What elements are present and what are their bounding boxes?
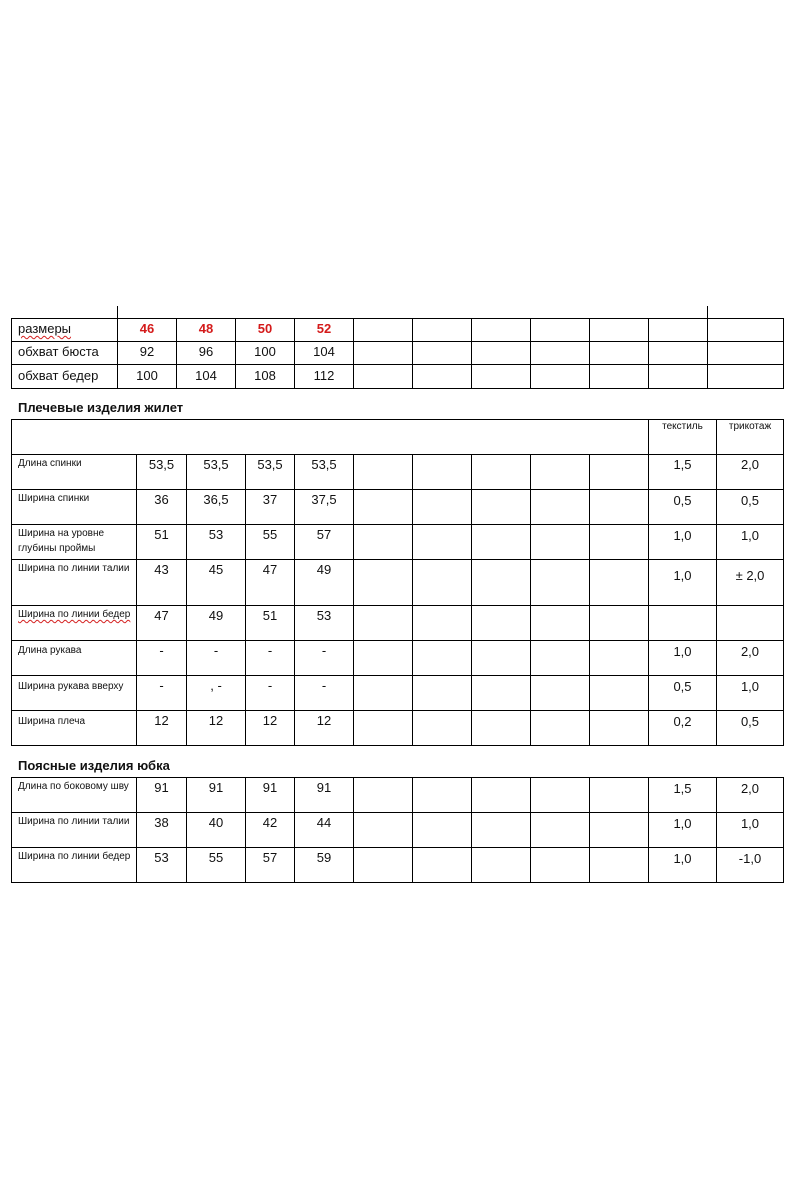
hips-46: 100 <box>136 368 158 383</box>
vest-value: 36,5 <box>203 492 229 507</box>
vest-value: 55 <box>262 527 278 542</box>
skirt-value: 91 <box>316 780 332 795</box>
vest-value: 53,5 <box>148 457 175 472</box>
size-46: 46 <box>139 321 155 336</box>
skirt-section-title: Поясные изделия юбка <box>18 758 170 773</box>
skirt-tol-knit: 1,0 <box>740 816 760 831</box>
vest-value: , - <box>210 678 222 693</box>
vest-value: - <box>213 643 219 658</box>
vest-value: 53,5 <box>311 457 337 472</box>
row-label-hips: обхват бедер <box>18 368 99 383</box>
vest-tol-knit: 0,5 <box>740 714 760 729</box>
vest-row-label: Ширина спинки <box>18 493 90 504</box>
skirt-value: 53 <box>154 850 169 865</box>
skirt-row-label: Ширина по линии бедер <box>18 851 131 862</box>
vest-value: 49 <box>208 608 224 623</box>
vest-row-label: Ширина плеча <box>18 716 86 727</box>
vest-value: 53 <box>316 608 332 623</box>
skirt-value: 91 <box>208 780 224 795</box>
vest-value: 45 <box>208 562 224 577</box>
vest-value: 51 <box>262 608 278 623</box>
vest-row-label: Длина рукава <box>18 645 82 656</box>
vest-value: 53,5 <box>203 457 229 472</box>
skirt-value: 42 <box>262 815 278 830</box>
vest-value: - <box>159 643 164 658</box>
hips-50: 108 <box>254 368 276 383</box>
skirt-row-label: Ширина по линии талии <box>18 816 130 827</box>
vest-value: - <box>321 643 327 658</box>
skirt-tol-textile: 1,0 <box>673 851 692 866</box>
skirt-value: 59 <box>316 850 332 865</box>
vest-value: 37 <box>262 492 278 507</box>
skirt-tol-textile: 1,5 <box>673 781 692 796</box>
row-label-sizes: размеры <box>18 321 72 336</box>
size-50: 50 <box>257 321 273 336</box>
hips-48: 104 <box>195 368 217 383</box>
vest-tol-textile: 0,5 <box>673 679 692 694</box>
skirt-value: 91 <box>154 780 169 795</box>
vest-value: 43 <box>154 562 169 577</box>
vest-tol-knit: 2,0 <box>740 644 760 659</box>
vest-row-label: Ширина на уровне глубины проймы <box>18 528 105 554</box>
vest-section-title: Плечевые изделия жилет <box>18 400 184 415</box>
vest-tol-textile: 1,0 <box>673 644 692 659</box>
vest-value: 57 <box>316 527 332 542</box>
bust-48: 96 <box>198 344 214 359</box>
bust-52: 104 <box>313 344 335 359</box>
vest-tol-knit: 1,0 <box>740 528 760 543</box>
vest-tol-knit: ± 2,0 <box>735 568 765 583</box>
skirt-value: 44 <box>316 815 332 830</box>
skirt-tol-textile: 1,0 <box>673 816 692 831</box>
vest-value: 47 <box>154 608 169 623</box>
vest-tol-textile: 0,2 <box>673 714 692 729</box>
vest-value: - <box>159 678 164 693</box>
vest-value: 47 <box>262 562 278 577</box>
bust-50: 100 <box>254 344 276 359</box>
size-48: 48 <box>198 321 214 336</box>
vest-value: 12 <box>154 713 169 728</box>
vest-value: 53,5 <box>257 457 283 472</box>
skirt-row-label: Длина по боковому шву <box>18 781 129 792</box>
vest-tol-textile: 1,5 <box>673 457 692 472</box>
vest-tol-textile: 1,0 <box>673 528 692 543</box>
bust-46: 92 <box>139 344 155 359</box>
vest-value: 51 <box>154 527 169 542</box>
vest-value: 53 <box>208 527 224 542</box>
skirt-value: 57 <box>262 850 278 865</box>
hips-52: 112 <box>313 368 335 383</box>
vest-row-label: Ширина рукава вверху <box>18 681 124 692</box>
vest-tol-textile: 1,0 <box>673 568 692 583</box>
vest-value: - <box>267 678 273 693</box>
skirt-tol-knit: -1,0 <box>738 851 762 866</box>
skirt-value: 38 <box>154 815 169 830</box>
skirt-value: 40 <box>208 815 224 830</box>
skirt-value: 91 <box>262 780 278 795</box>
vest-value: 49 <box>316 562 332 577</box>
vest-value: - <box>321 678 327 693</box>
vest-value: 36 <box>154 492 169 507</box>
vest-value: - <box>267 643 273 658</box>
vest-value: 12 <box>262 713 278 728</box>
vest-tol-textile: 0,5 <box>673 493 692 508</box>
vest-value: 12 <box>316 713 332 728</box>
vest-row-label: Длина спинки <box>18 458 82 469</box>
vest-tol-knit: 1,0 <box>740 679 760 694</box>
vest-tol-knit: 2,0 <box>740 457 760 472</box>
tol-header-knit: трикотаж <box>728 421 772 432</box>
size-52: 52 <box>316 321 332 336</box>
tol-header-textile: текстиль <box>662 421 703 432</box>
row-label-bust: обхват бюста <box>18 344 99 359</box>
vest-row-label: Ширина по линии талии <box>18 563 130 574</box>
vest-value: 37,5 <box>311 492 337 507</box>
vest-tol-knit: 0,5 <box>740 493 760 508</box>
vest-value: 12 <box>208 713 224 728</box>
skirt-value: 55 <box>208 850 224 865</box>
vest-row-label: Ширина по линии бедер <box>18 609 131 620</box>
skirt-tol-knit: 2,0 <box>740 781 760 796</box>
